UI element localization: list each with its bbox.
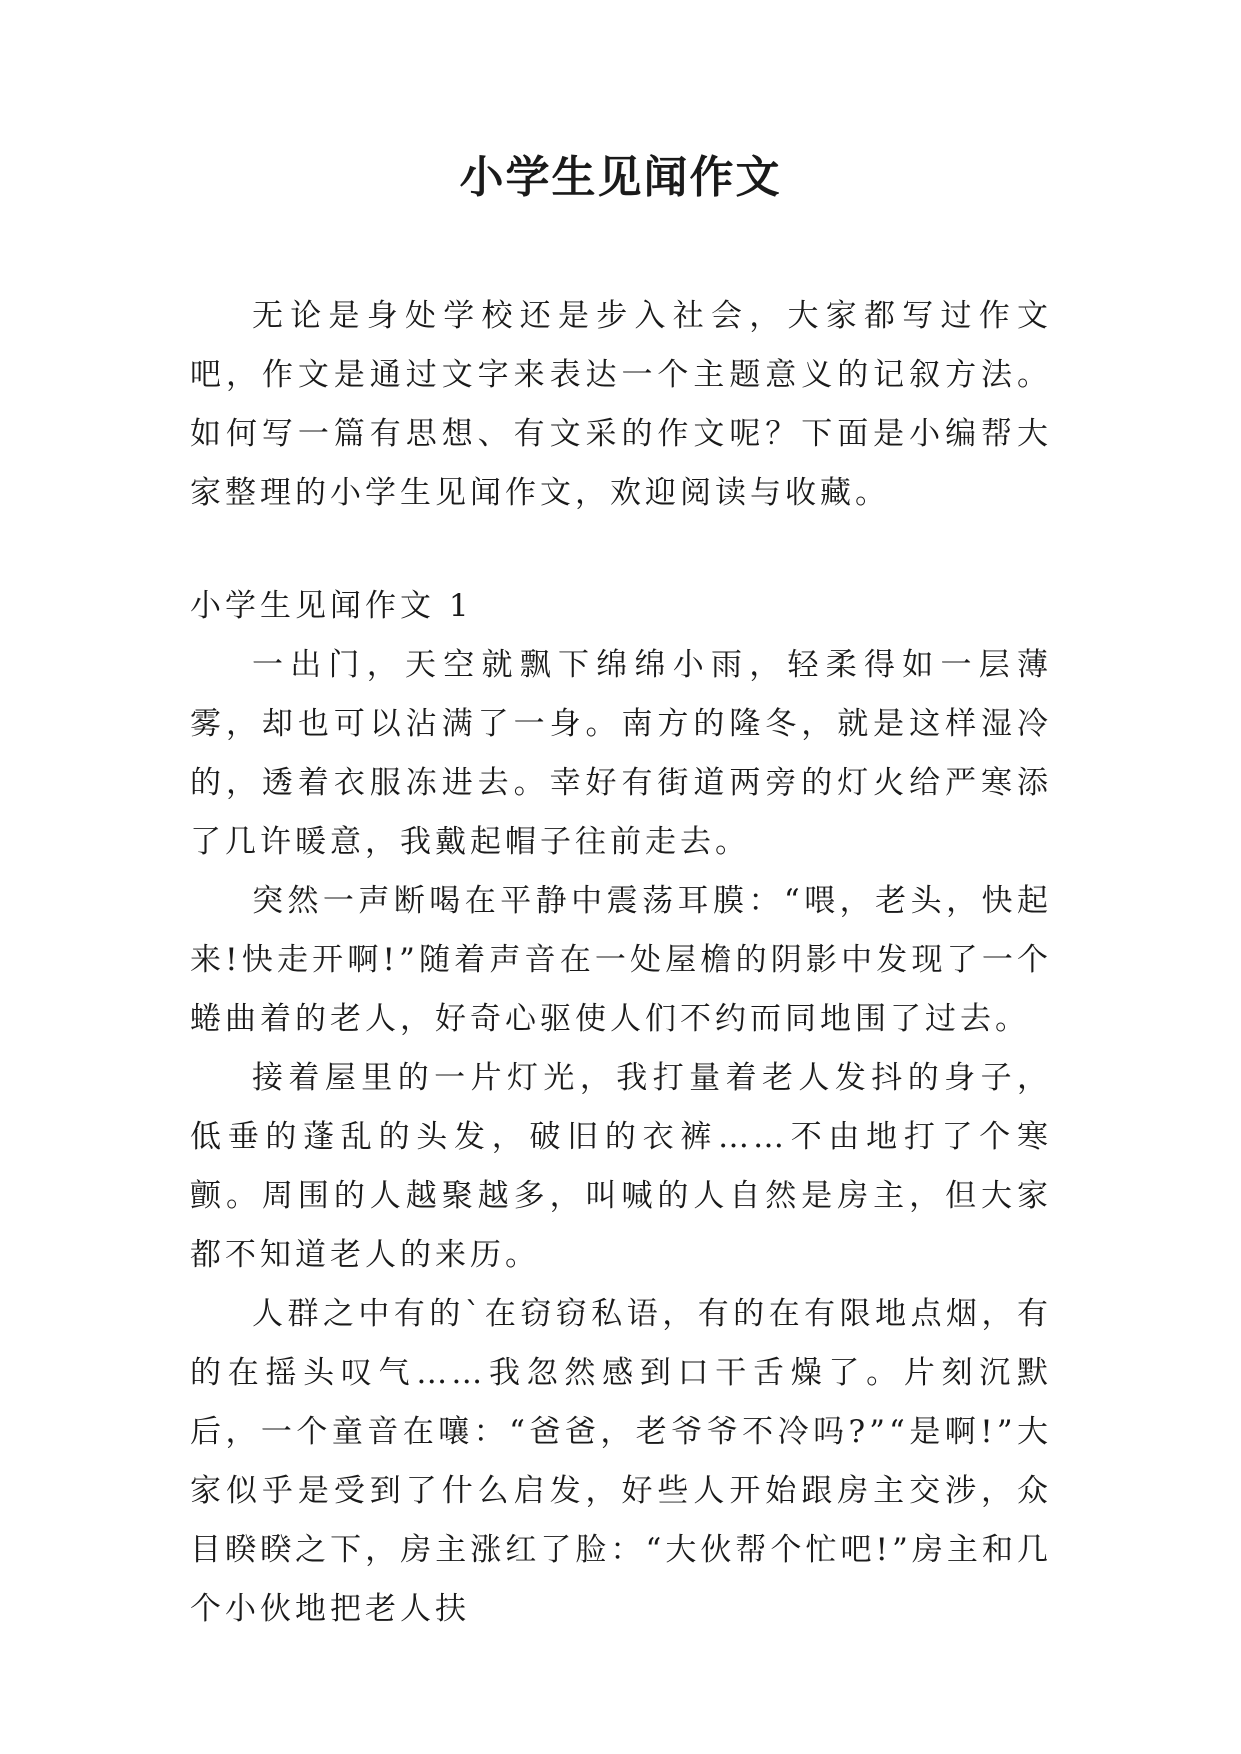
essay-paragraph-1: 一出门，天空就飘下绵绵小雨，轻柔得如一层薄雾，却也可以沾满了一身。南方的隆冬，就是这样湿冷的，透着衣服冻进去。幸好有街道两旁的灯火给严寒添了几许暖意，我戴起帽子往前走去。: [190, 647, 1052, 860]
essay-paragraph-4: 人群之中有的`在窃窃私语，有的在有限地点烟，有的在摇头叹气……我忽然感到口干舌燥了。片刻沉默后，一个童音在嚷：“爸爸，老爷爷不冷吗?”“是啊!”大家似乎是受到了什么启发，好些人开始跟房主交涉，众目睽睽之下，房主涨红了脸：“大伙帮个忙吧!”房主和几个小伙地把老人扶: [190, 1296, 1052, 1627]
intro-paragraph: 无论是身处学校还是步入社会，大家都写过作文吧，作文是通过文字来表达一个主题意义的记叙方法。如何写一篇有思想、有文采的作文呢？下面是小编帮大家整理的小学生见闻作文，欢迎阅读与收藏。: [190, 298, 1052, 511]
section-heading: 小学生见闻作文 1: [190, 588, 473, 624]
intro-block: [190, 287, 1052, 523]
essay-section: [190, 577, 1052, 1639]
essay-paragraph-2: 突然一声断喝在平静中震荡耳膜：“喂，老头，快起来!快走开啊!”随着声音在一处屋檐的阴影中发现了一个蜷曲着的老人，好奇心驱使人们不约而同地围了过去。: [190, 883, 1052, 1037]
essay-paragraph-3: 接着屋里的一片灯光，我打量着老人发抖的身子，低垂的蓬乱的头发，破旧的衣裤……不由地打了个寒颤。周围的人越聚越多，叫喊的人自然是房主，但大家都不知道老人的来历。: [190, 1060, 1052, 1273]
document-title: 小学生见闻作文: [459, 152, 782, 203]
